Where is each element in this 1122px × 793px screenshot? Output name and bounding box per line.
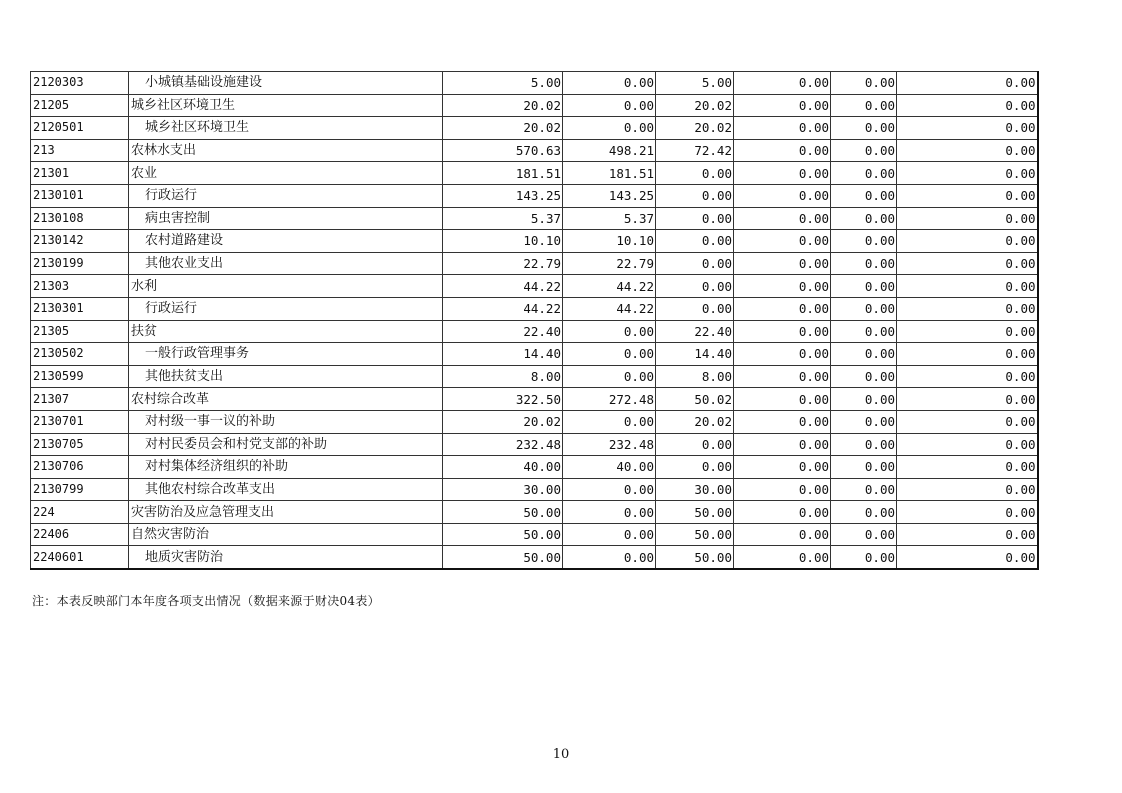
subject-name-cell: 对村集体经济组织的补助 xyxy=(129,456,443,479)
subject-name-cell: 灾害防治及应急管理支出 xyxy=(129,501,443,524)
amount-cell: 0.00 xyxy=(563,320,656,343)
table-row xyxy=(31,478,1038,501)
subject-name-cell: 一般行政管理事务 xyxy=(129,343,443,366)
amount-cell: 0.00 xyxy=(734,184,831,207)
subject-name-cell: 农业 xyxy=(129,162,443,185)
amount-cell: 0.00 xyxy=(563,365,656,388)
subject-name-cell: 水利 xyxy=(129,275,443,298)
amount-cell: 14.40 xyxy=(443,343,563,366)
amount-cell: 0.00 xyxy=(831,207,897,230)
table-row xyxy=(31,184,1038,207)
table-row xyxy=(31,546,1038,569)
amount-cell: 0.00 xyxy=(897,456,1038,479)
table-row xyxy=(31,410,1038,433)
amount-cell: 14.40 xyxy=(656,343,734,366)
amount-cell: 22.79 xyxy=(563,252,656,275)
amount-cell: 0.00 xyxy=(656,230,734,253)
amount-cell: 0.00 xyxy=(897,365,1038,388)
amount-cell: 0.00 xyxy=(831,523,897,546)
amount-cell: 0.00 xyxy=(734,501,831,524)
amount-cell: 0.00 xyxy=(734,320,831,343)
amount-cell: 0.00 xyxy=(656,207,734,230)
amount-cell: 0.00 xyxy=(897,252,1038,275)
amount-cell: 0.00 xyxy=(734,456,831,479)
subject-name-cell: 农林水支出 xyxy=(129,139,443,162)
subject-name-cell: 城乡社区环境卫生 xyxy=(129,117,443,140)
amount-cell: 0.00 xyxy=(831,501,897,524)
amount-cell: 50.00 xyxy=(443,501,563,524)
amount-cell: 20.02 xyxy=(443,117,563,140)
amount-cell: 0.00 xyxy=(897,275,1038,298)
amount-cell: 0.00 xyxy=(831,365,897,388)
amount-cell: 272.48 xyxy=(563,388,656,411)
amount-cell: 0.00 xyxy=(734,162,831,185)
amount-cell: 0.00 xyxy=(831,320,897,343)
amount-cell: 22.40 xyxy=(443,320,563,343)
subject-code-cell: 2130142 xyxy=(31,230,129,253)
amount-cell: 0.00 xyxy=(897,117,1038,140)
amount-cell: 232.48 xyxy=(563,433,656,456)
amount-cell: 0.00 xyxy=(656,275,734,298)
subject-code-cell: 224 xyxy=(31,501,129,524)
amount-cell: 143.25 xyxy=(563,184,656,207)
subject-name-cell: 对村级一事一议的补助 xyxy=(129,410,443,433)
amount-cell: 570.63 xyxy=(443,139,563,162)
subject-code-cell: 2130199 xyxy=(31,252,129,275)
amount-cell: 232.48 xyxy=(443,433,563,456)
amount-cell: 0.00 xyxy=(734,230,831,253)
amount-cell: 0.00 xyxy=(831,410,897,433)
table-row xyxy=(31,297,1038,320)
amount-cell: 72.42 xyxy=(656,139,734,162)
subject-code-cell: 2120501 xyxy=(31,117,129,140)
subject-code-cell: 2130599 xyxy=(31,365,129,388)
table-row xyxy=(31,207,1038,230)
subject-name-cell: 其他扶贫支出 xyxy=(129,365,443,388)
amount-cell: 44.22 xyxy=(443,297,563,320)
subject-code-cell: 2130701 xyxy=(31,410,129,433)
subject-code-cell: 2130705 xyxy=(31,433,129,456)
amount-cell: 0.00 xyxy=(831,184,897,207)
amount-cell: 0.00 xyxy=(897,433,1038,456)
subject-name-cell: 农村道路建设 xyxy=(129,230,443,253)
subject-code-cell: 21305 xyxy=(31,320,129,343)
amount-cell: 0.00 xyxy=(897,184,1038,207)
subject-name-cell: 病虫害控制 xyxy=(129,207,443,230)
amount-cell: 40.00 xyxy=(443,456,563,479)
amount-cell: 40.00 xyxy=(563,456,656,479)
subject-code-cell: 2120303 xyxy=(31,72,129,95)
amount-cell: 0.00 xyxy=(897,72,1038,95)
table-row xyxy=(31,456,1038,479)
amount-cell: 44.22 xyxy=(563,275,656,298)
table-row xyxy=(31,343,1038,366)
amount-cell: 0.00 xyxy=(831,546,897,569)
amount-cell: 0.00 xyxy=(897,343,1038,366)
amount-cell: 0.00 xyxy=(831,72,897,95)
page-number: 10 xyxy=(552,747,570,762)
amount-cell: 22.40 xyxy=(656,320,734,343)
amount-cell: 0.00 xyxy=(831,230,897,253)
amount-cell: 0.00 xyxy=(734,207,831,230)
subject-name-cell: 扶贫 xyxy=(129,320,443,343)
subject-code-cell: 21205 xyxy=(31,94,129,117)
amount-cell: 0.00 xyxy=(734,388,831,411)
table-row xyxy=(31,139,1038,162)
amount-cell: 50.00 xyxy=(656,501,734,524)
amount-cell: 0.00 xyxy=(734,433,831,456)
amount-cell: 0.00 xyxy=(734,139,831,162)
amount-cell: 44.22 xyxy=(443,275,563,298)
amount-cell: 0.00 xyxy=(563,343,656,366)
amount-cell: 0.00 xyxy=(563,523,656,546)
table-row xyxy=(31,320,1038,343)
table-row xyxy=(31,230,1038,253)
amount-cell: 0.00 xyxy=(734,546,831,569)
amount-cell: 5.37 xyxy=(563,207,656,230)
amount-cell: 0.00 xyxy=(897,320,1038,343)
amount-cell: 0.00 xyxy=(563,117,656,140)
amount-cell: 0.00 xyxy=(734,275,831,298)
amount-cell: 10.10 xyxy=(443,230,563,253)
subject-name-cell: 对村民委员会和村党支部的补助 xyxy=(129,433,443,456)
amount-cell: 0.00 xyxy=(656,297,734,320)
amount-cell: 50.02 xyxy=(656,388,734,411)
amount-cell: 0.00 xyxy=(734,72,831,95)
amount-cell: 0.00 xyxy=(656,456,734,479)
amount-cell: 0.00 xyxy=(897,139,1038,162)
amount-cell: 0.00 xyxy=(563,410,656,433)
amount-cell: 44.22 xyxy=(563,297,656,320)
amount-cell: 181.51 xyxy=(443,162,563,185)
subject-name-cell: 小城镇基础设施建设 xyxy=(129,72,443,95)
amount-cell: 0.00 xyxy=(831,117,897,140)
amount-cell: 50.00 xyxy=(656,523,734,546)
amount-cell: 322.50 xyxy=(443,388,563,411)
amount-cell: 0.00 xyxy=(831,297,897,320)
subject-code-cell: 213 xyxy=(31,139,129,162)
amount-cell: 8.00 xyxy=(656,365,734,388)
amount-cell: 0.00 xyxy=(831,162,897,185)
amount-cell: 0.00 xyxy=(656,433,734,456)
amount-cell: 30.00 xyxy=(443,478,563,501)
subject-name-cell: 自然灾害防治 xyxy=(129,523,443,546)
amount-cell: 0.00 xyxy=(897,230,1038,253)
amount-cell: 5.00 xyxy=(656,72,734,95)
subject-code-cell: 21301 xyxy=(31,162,129,185)
amount-cell: 0.00 xyxy=(897,297,1038,320)
table-row xyxy=(31,252,1038,275)
table-row xyxy=(31,388,1038,411)
amount-cell: 22.79 xyxy=(443,252,563,275)
amount-cell: 0.00 xyxy=(831,94,897,117)
subject-code-cell: 21307 xyxy=(31,388,129,411)
amount-cell: 0.00 xyxy=(897,207,1038,230)
amount-cell: 20.02 xyxy=(656,94,734,117)
amount-cell: 0.00 xyxy=(831,139,897,162)
amount-cell: 20.02 xyxy=(443,94,563,117)
subject-name-cell: 行政运行 xyxy=(129,297,443,320)
table-body xyxy=(31,72,1038,570)
amount-cell: 20.02 xyxy=(656,117,734,140)
amount-cell: 20.02 xyxy=(443,410,563,433)
amount-cell: 5.00 xyxy=(443,72,563,95)
subject-name-cell: 城乡社区环境卫生 xyxy=(129,94,443,117)
subject-name-cell: 其他农村综合改革支出 xyxy=(129,478,443,501)
amount-cell: 0.00 xyxy=(563,72,656,95)
table-row xyxy=(31,117,1038,140)
subject-code-cell: 22406 xyxy=(31,523,129,546)
subject-name-cell: 行政运行 xyxy=(129,184,443,207)
amount-cell: 30.00 xyxy=(656,478,734,501)
subject-code-cell: 2130101 xyxy=(31,184,129,207)
expenditure-table xyxy=(30,71,1039,570)
table-row xyxy=(31,523,1038,546)
amount-cell: 0.00 xyxy=(734,523,831,546)
amount-cell: 0.00 xyxy=(656,184,734,207)
amount-cell: 50.00 xyxy=(443,523,563,546)
amount-cell: 0.00 xyxy=(563,501,656,524)
amount-cell: 0.00 xyxy=(734,117,831,140)
amount-cell: 50.00 xyxy=(443,546,563,569)
amount-cell: 0.00 xyxy=(831,252,897,275)
table-row xyxy=(31,365,1038,388)
subject-code-cell: 2130108 xyxy=(31,207,129,230)
subject-code-cell: 2240601 xyxy=(31,546,129,569)
amount-cell: 0.00 xyxy=(831,456,897,479)
amount-cell: 0.00 xyxy=(897,478,1038,501)
amount-cell: 5.37 xyxy=(443,207,563,230)
amount-cell: 10.10 xyxy=(563,230,656,253)
table-row xyxy=(31,72,1038,95)
amount-cell: 143.25 xyxy=(443,184,563,207)
amount-cell: 0.00 xyxy=(831,343,897,366)
subject-code-cell: 2130799 xyxy=(31,478,129,501)
amount-cell: 0.00 xyxy=(563,94,656,117)
amount-cell: 0.00 xyxy=(897,546,1038,569)
amount-cell: 498.21 xyxy=(563,139,656,162)
amount-cell: 0.00 xyxy=(831,478,897,501)
subject-code-cell: 2130706 xyxy=(31,456,129,479)
amount-cell: 0.00 xyxy=(734,410,831,433)
amount-cell: 0.00 xyxy=(734,365,831,388)
amount-cell: 0.00 xyxy=(734,297,831,320)
amount-cell: 0.00 xyxy=(734,343,831,366)
amount-cell: 0.00 xyxy=(897,388,1038,411)
table-footnote: 注：本表反映部门本年度各项支出情况（数据来源于财决04表） xyxy=(32,594,380,608)
table-row xyxy=(31,162,1038,185)
subject-name-cell: 其他农业支出 xyxy=(129,252,443,275)
amount-cell: 181.51 xyxy=(563,162,656,185)
subject-name-cell: 农村综合改革 xyxy=(129,388,443,411)
table-row xyxy=(31,433,1038,456)
subject-name-cell: 地质灾害防治 xyxy=(129,546,443,569)
amount-cell: 0.00 xyxy=(656,252,734,275)
amount-cell: 0.00 xyxy=(897,94,1038,117)
subject-code-cell: 2130301 xyxy=(31,297,129,320)
amount-cell: 0.00 xyxy=(831,433,897,456)
subject-code-cell: 2130502 xyxy=(31,343,129,366)
amount-cell: 8.00 xyxy=(443,365,563,388)
amount-cell: 0.00 xyxy=(563,478,656,501)
amount-cell: 0.00 xyxy=(734,252,831,275)
amount-cell: 50.00 xyxy=(656,546,734,569)
amount-cell: 0.00 xyxy=(656,162,734,185)
table-row xyxy=(31,275,1038,298)
amount-cell: 0.00 xyxy=(831,275,897,298)
amount-cell: 0.00 xyxy=(563,546,656,569)
amount-cell: 0.00 xyxy=(734,478,831,501)
amount-cell: 0.00 xyxy=(831,388,897,411)
table-row xyxy=(31,94,1038,117)
amount-cell: 0.00 xyxy=(897,162,1038,185)
amount-cell: 0.00 xyxy=(897,523,1038,546)
amount-cell: 20.02 xyxy=(656,410,734,433)
amount-cell: 0.00 xyxy=(897,501,1038,524)
amount-cell: 0.00 xyxy=(734,94,831,117)
subject-code-cell: 21303 xyxy=(31,275,129,298)
table-row xyxy=(31,501,1038,524)
amount-cell: 0.00 xyxy=(897,410,1038,433)
